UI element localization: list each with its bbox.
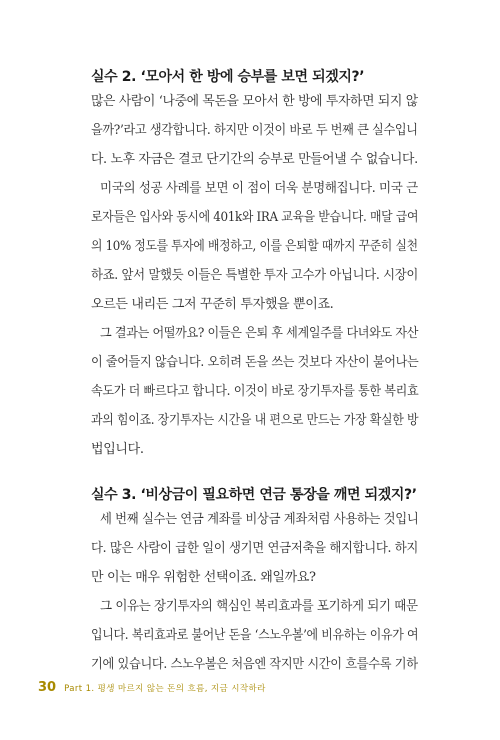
paragraph-line: 만 이는 매우 위험한 선택이죠. 왜일까요? (91, 570, 316, 585)
section-heading-mistake-3: 실수 3. ‘비상금이 필요하면 연금 통장을 깨면 되겠지?’ (91, 487, 417, 503)
page-number: 30 (38, 680, 57, 695)
paragraph-line: 이 줄어들지 않습니다. 오히려 돈을 쓰는 것보다 자산이 불어나는 (91, 355, 419, 370)
paragraph-line: 속도가 더 빠르다고 합니다. 이것이 바로 장기투자를 통한 복리효 (91, 384, 419, 399)
page-footer (38, 676, 266, 695)
paragraph-line: 다. 노후 자금은 결코 단기간의 승부로 만들어낼 수 없습니다. (91, 152, 418, 167)
paragraph-line: 그 결과는 어떨까요? 이들은 은퇴 후 세계일주를 다녀와도 자산 (100, 326, 419, 341)
paragraph-line: 법입니다. (91, 442, 144, 457)
paragraph-line: 다. 많은 사람이 급한 일이 생기면 연금저축을 해지합니다. 하지 (91, 541, 419, 556)
paragraph-line: 기에 있습니다. 스노우볼은 처음엔 작지만 시간이 흐를수록 기하 (91, 657, 418, 672)
running-footer-part-label: Part 1. 평생 마르지 않는 돈의 흐름, 지금 시작하라 (64, 684, 266, 694)
paragraph-line: 하죠. 앞서 말했듯 이들은 특별한 투자 고수가 아닙니다. 시장이 (91, 268, 419, 283)
paragraph-line: 을까?’라고 생각합니다. 하지만 이것이 바로 두 번째 큰 실수입니 (91, 123, 418, 138)
paragraph-line: 입니다. 복리효과로 불어난 돈을 ‘스노우볼’에 비유하는 이유가 여 (91, 628, 419, 643)
paragraph-line: 미국의 성공 사례를 보면 이 점이 더욱 분명해집니다. 미국 근 (100, 181, 418, 196)
paragraph-line: 과의 힘이죠. 장기투자는 시간을 내 편으로 만드는 가장 확실한 방 (91, 413, 419, 428)
paragraph-line: 많은 사람이 ‘나중에 목돈을 모아서 한 방에 투자하면 되지 않 (91, 94, 418, 109)
paragraph-line: 오르든 내리든 그저 꾸준히 투자했을 뿐이죠. (91, 297, 334, 312)
paragraph-line: 의 10% 정도를 투자에 배정하고, 이를 은퇴할 때까지 꾸준히 실천 (91, 239, 418, 254)
paragraph-line: 그 이유는 장기투자의 핵심인 복리효과를 포기하게 되기 때문 (100, 599, 418, 614)
paragraph-line: 세 번째 실수는 연금 계좌를 비상금 계좌처럼 사용하는 것입니 (100, 512, 419, 527)
paragraph-line: 로자들은 입사와 동시에 401k와 IRA 교육을 받습니다. 매달 급여 (91, 210, 419, 225)
section-heading-mistake-2: 실수 2. ‘모아서 한 방에 승부를 보면 되겠지?’ (91, 69, 365, 85)
